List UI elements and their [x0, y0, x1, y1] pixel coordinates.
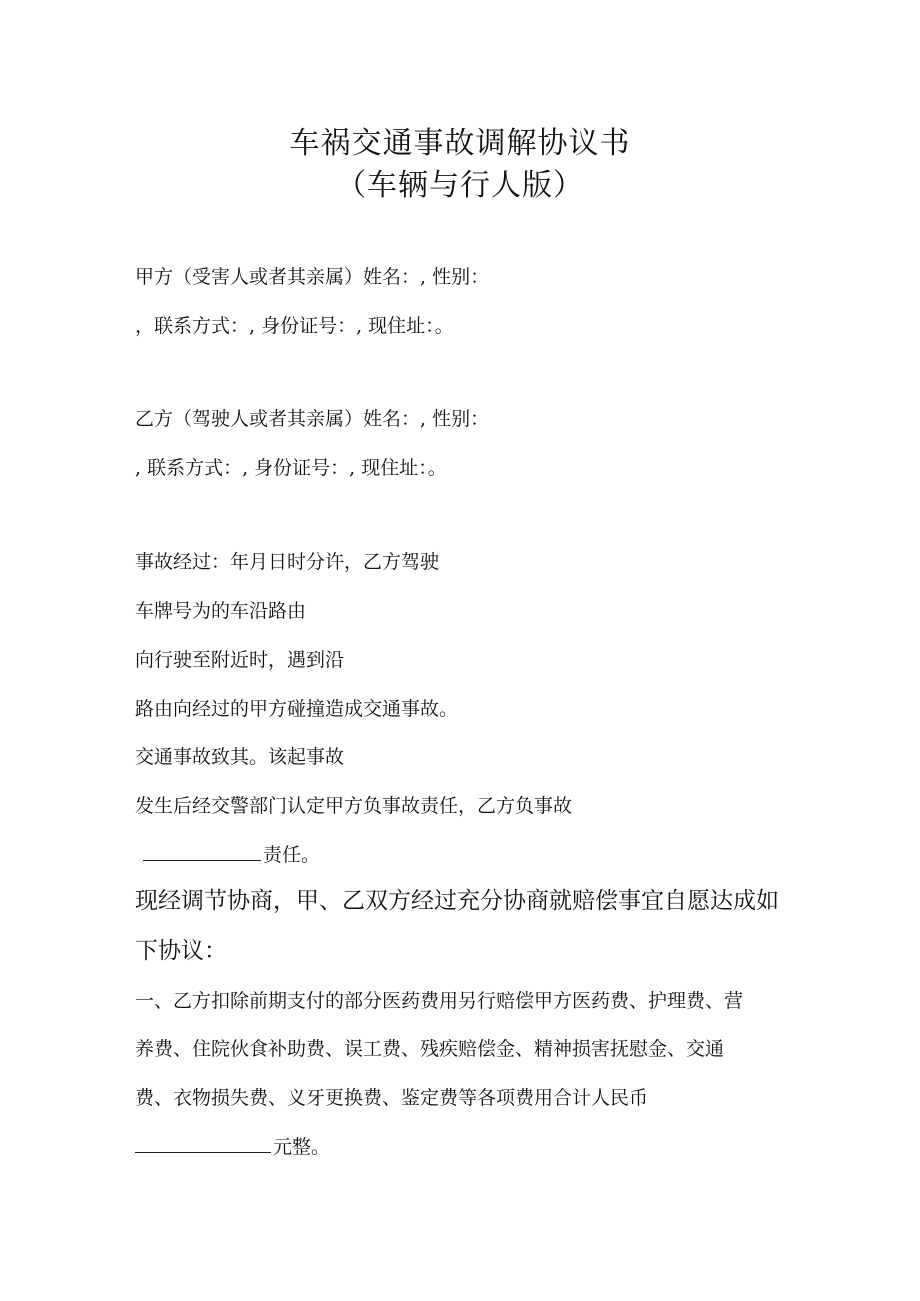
document-title: 车祸交通事故调解协议书	[289, 126, 631, 161]
clause-1-line-2: 养费、住院伙食补助费、误工费、残疾赔偿金、精神损害抚慰金、交通	[135, 1038, 725, 1060]
responsibility-suffix: 责任。	[263, 844, 321, 866]
party-a-line-2: ，联系方式：, 身份证号：, 现住址：。	[135, 315, 454, 337]
document-subtitle: （车辆与行人版）	[336, 168, 584, 203]
accident-line-3: 向行驶至附近时，遇到沿	[135, 649, 345, 671]
responsibility-line	[143, 842, 320, 868]
accident-line-2: 车牌号为的车沿路由	[135, 600, 307, 622]
party-b-line-1: 乙方（驾驶人或者其亲属）姓名：, 性别：	[135, 408, 490, 430]
accident-line-6: 发生后经交警部门认定甲方负事故责任，乙方负事故	[135, 795, 573, 817]
accident-line-5: 交通事故致其。该起事故	[135, 746, 345, 768]
amount-suffix: 元整。	[273, 1136, 331, 1158]
agreement-line-1: 现经调节协商，甲、乙双方经过充分协商就赔偿事宜自愿达成如	[135, 888, 779, 914]
party-a-line-1: 甲方（受害人或者其亲属）姓名：, 性别：	[135, 266, 490, 288]
accident-line-4: 路由向经过的甲方碰撞造成交通事故。	[135, 698, 459, 720]
accident-line-1: 事故经过：年月日时分许，乙方驾驶	[135, 551, 440, 573]
clause-1-line-3: 费、衣物损失费、义牙更换费、鉴定费等各项费用合计人民币	[135, 1087, 649, 1109]
agreement-line-2: 下协议：	[135, 938, 227, 964]
party-b-line-2: , 联系方式：, 身份证号：, 现住址：。	[135, 457, 447, 479]
clause-1-line-1: 一、乙方扣除前期支付的部分医药费用另行赔偿甲方医药费、护理费、营	[135, 990, 744, 1012]
amount-line	[135, 1134, 330, 1160]
amount-blank[interactable]	[135, 1134, 271, 1153]
responsibility-blank[interactable]	[143, 842, 261, 861]
